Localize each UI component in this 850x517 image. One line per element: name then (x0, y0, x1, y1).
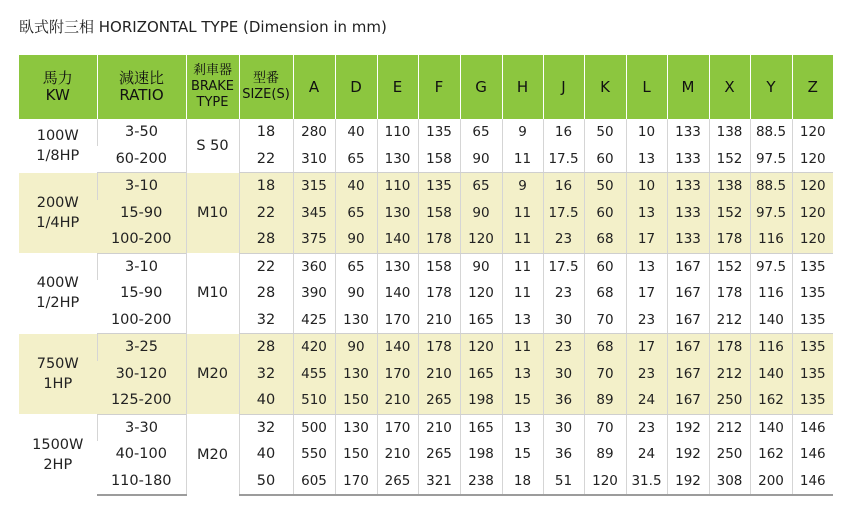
dim-cell: 146 (792, 468, 833, 496)
dim-cell: 17 (626, 334, 667, 361)
power-cell (19, 414, 97, 495)
dim-cell: 17.5 (543, 253, 584, 280)
dim-cell: 68 (584, 226, 626, 253)
dim-cell: 17 (626, 280, 667, 307)
dim-cell: 150 (335, 387, 377, 414)
dim-cell: 40 (335, 173, 377, 200)
dim-cell: 135 (792, 280, 833, 307)
dim-cell: 23 (543, 226, 584, 253)
dim-cell: 11 (502, 334, 543, 361)
dim-cell: 167 (667, 361, 709, 388)
power-label: 2HP (43, 456, 73, 473)
dim-cell: 65 (335, 253, 377, 280)
header-ratio-en: RATIO (119, 86, 164, 104)
dim-cell: 210 (418, 307, 460, 334)
header-dim: X (709, 55, 750, 119)
dim-cell: 212 (709, 361, 750, 388)
dim-cell: 120 (584, 468, 626, 496)
header-size-en: SIZE(S) (242, 87, 290, 102)
dim-cell: 90 (460, 200, 502, 227)
dim-cell: 510 (293, 387, 335, 414)
dim-cell: 210 (377, 387, 418, 414)
dim-cell: 11 (502, 146, 543, 173)
dim-cell: 170 (377, 307, 418, 334)
table-row (19, 307, 833, 334)
dim-cell: 65 (335, 146, 377, 173)
header-dim: A (293, 55, 335, 119)
dim-cell: 152 (709, 200, 750, 227)
header-power-cn: 馬力 (42, 69, 73, 87)
size-cell: 28 (239, 280, 293, 307)
dim-cell: 36 (543, 387, 584, 414)
dim-cell: 170 (377, 414, 418, 441)
header-dim: F (418, 55, 460, 119)
table-row (19, 387, 833, 414)
size-cell: 32 (239, 307, 293, 334)
dim-cell: 11 (502, 280, 543, 307)
power-label: 400W (36, 275, 79, 292)
dim-cell: 23 (543, 280, 584, 307)
dim-cell: 375 (293, 226, 335, 253)
dim-cell: 152 (709, 253, 750, 280)
size-cell: 32 (239, 361, 293, 388)
dim-cell: 90 (335, 226, 377, 253)
dim-cell: 116 (750, 226, 792, 253)
dim-cell: 192 (667, 414, 709, 441)
dim-cell: 130 (377, 146, 418, 173)
dim-cell: 70 (584, 361, 626, 388)
dim-cell: 36 (543, 441, 584, 468)
ratio-cell: 3-25 (97, 334, 186, 361)
dim-cell: 97.5 (750, 200, 792, 227)
dim-cell: 165 (460, 307, 502, 334)
header-brake-en2: TYPE (196, 95, 229, 110)
ratio-cell: 100-200 (97, 307, 186, 334)
table-row (19, 468, 833, 496)
dim-cell: 120 (792, 226, 833, 253)
header-power (19, 55, 97, 119)
ratio-cell: 60-200 (97, 146, 186, 173)
dim-cell: 88.5 (750, 173, 792, 200)
dim-cell: 23 (626, 414, 667, 441)
dim-cell: 133 (667, 226, 709, 253)
header-dim: M (667, 55, 709, 119)
dim-cell: 120 (792, 146, 833, 173)
dim-cell: 425 (293, 307, 335, 334)
dim-cell: 9 (502, 173, 543, 200)
dim-cell: 265 (418, 441, 460, 468)
dim-cell: 135 (792, 307, 833, 334)
dim-cell: 13 (502, 307, 543, 334)
power-cell (19, 173, 97, 254)
dim-cell: 550 (293, 441, 335, 468)
dim-cell: 138 (709, 119, 750, 146)
dim-cell: 178 (418, 334, 460, 361)
dim-cell: 165 (460, 361, 502, 388)
ratio-cell: 3-50 (97, 119, 186, 146)
size-cell: 28 (239, 334, 293, 361)
dim-cell: 135 (792, 253, 833, 280)
dim-cell: 13 (626, 200, 667, 227)
dim-cell: 11 (502, 200, 543, 227)
dim-cell: 65 (460, 173, 502, 200)
dim-cell: 16 (543, 119, 584, 146)
ratio-cell: 3-10 (97, 173, 186, 200)
dim-cell: 170 (335, 468, 377, 496)
power-label: 1/4HP (36, 214, 80, 231)
dim-cell: 90 (335, 280, 377, 307)
dim-cell: 51 (543, 468, 584, 496)
header-dim: E (377, 55, 418, 119)
dim-cell: 16 (543, 173, 584, 200)
dim-cell: 192 (667, 468, 709, 496)
header-ratio-cn: 減速比 (118, 69, 164, 87)
header-dim: D (335, 55, 377, 119)
dim-cell: 158 (418, 146, 460, 173)
dim-cell: 65 (335, 200, 377, 227)
table-row (19, 253, 833, 280)
dim-cell: 135 (418, 173, 460, 200)
header-size (239, 55, 293, 119)
dim-cell: 140 (377, 226, 418, 253)
table-row (19, 414, 833, 441)
dim-cell: 198 (460, 387, 502, 414)
header-ratio (97, 55, 186, 119)
dim-cell: 23 (626, 361, 667, 388)
dim-cell: 68 (584, 280, 626, 307)
dim-cell: 152 (709, 146, 750, 173)
dim-cell: 130 (335, 361, 377, 388)
power-cell (19, 253, 97, 334)
power-cell (19, 119, 97, 173)
dim-cell: 165 (460, 414, 502, 441)
dim-cell: 10 (626, 119, 667, 146)
ratio-cell: 3-30 (97, 414, 186, 441)
table-row (19, 119, 833, 146)
dim-cell: 158 (418, 253, 460, 280)
dim-cell: 167 (667, 334, 709, 361)
size-cell: 32 (239, 414, 293, 441)
dim-cell: 133 (667, 200, 709, 227)
dim-cell: 11 (502, 253, 543, 280)
dim-cell: 130 (377, 200, 418, 227)
dim-cell: 116 (750, 280, 792, 307)
header-dim: L (626, 55, 667, 119)
dim-cell: 97.5 (750, 253, 792, 280)
table-row (19, 334, 833, 361)
ratio-cell: 125-200 (97, 387, 186, 414)
header-brake-en1: BRAKE (190, 79, 235, 94)
dim-cell: 146 (792, 441, 833, 468)
dim-cell: 11 (502, 226, 543, 253)
dim-cell: 13 (626, 146, 667, 173)
dim-cell: 146 (792, 414, 833, 441)
header-brake-cn: 剎車器 (192, 63, 232, 78)
dim-cell: 120 (792, 119, 833, 146)
table-row (19, 361, 833, 388)
header-row (19, 55, 833, 119)
dim-cell: 18 (502, 468, 543, 496)
dim-cell: 110 (377, 119, 418, 146)
dim-cell: 70 (584, 414, 626, 441)
dim-cell: 420 (293, 334, 335, 361)
size-cell: 22 (239, 146, 293, 173)
dim-cell: 212 (709, 307, 750, 334)
dim-cell: 13 (502, 414, 543, 441)
dim-cell: 135 (792, 361, 833, 388)
dim-cell: 120 (460, 334, 502, 361)
power-label: 1HP (43, 375, 73, 392)
ratio-cell: 30-120 (97, 361, 186, 388)
dim-cell: 135 (418, 119, 460, 146)
power-label: 1/8HP (36, 147, 80, 164)
header-dim: Z (792, 55, 833, 119)
ratio-cell: 15-90 (97, 200, 186, 227)
table-row (19, 146, 833, 173)
dim-cell: 110 (377, 173, 418, 200)
dim-cell: 250 (709, 387, 750, 414)
dim-cell: 68 (584, 334, 626, 361)
dim-cell: 140 (750, 414, 792, 441)
header-dim: K (584, 55, 626, 119)
dim-cell: 24 (626, 387, 667, 414)
header-power-en: KW (45, 86, 70, 104)
brake-cell: S 50 (186, 119, 239, 173)
dim-cell: 89 (584, 387, 626, 414)
header-brake (186, 55, 239, 119)
dim-cell: 178 (709, 280, 750, 307)
dim-cell: 17.5 (543, 200, 584, 227)
dim-cell: 97.5 (750, 146, 792, 173)
dim-cell: 170 (377, 361, 418, 388)
dim-cell: 198 (460, 441, 502, 468)
dim-cell: 140 (377, 280, 418, 307)
dim-cell: 178 (418, 280, 460, 307)
dim-cell: 90 (460, 146, 502, 173)
dim-cell: 150 (335, 441, 377, 468)
dim-cell: 308 (709, 468, 750, 496)
dim-cell: 167 (667, 307, 709, 334)
dim-cell: 605 (293, 468, 335, 496)
dim-cell: 192 (667, 441, 709, 468)
dim-cell: 13 (502, 361, 543, 388)
dim-cell: 238 (460, 468, 502, 496)
dim-cell: 120 (460, 226, 502, 253)
dim-cell: 24 (626, 441, 667, 468)
power-label: 1500W (32, 436, 84, 453)
dim-cell: 120 (460, 280, 502, 307)
dim-cell: 9 (502, 119, 543, 146)
dim-cell: 17 (626, 226, 667, 253)
dim-cell: 10 (626, 173, 667, 200)
dim-cell: 133 (667, 119, 709, 146)
dim-cell: 280 (293, 119, 335, 146)
dim-cell: 178 (709, 334, 750, 361)
dim-cell: 265 (377, 468, 418, 496)
dim-cell: 30 (543, 361, 584, 388)
size-cell: 40 (239, 387, 293, 414)
dim-cell: 140 (750, 307, 792, 334)
dim-cell: 360 (293, 253, 335, 280)
size-cell: 40 (239, 441, 293, 468)
dim-cell: 212 (709, 414, 750, 441)
dim-cell: 17.5 (543, 146, 584, 173)
dim-cell: 15 (502, 441, 543, 468)
power-label: 1/2HP (36, 295, 80, 312)
dim-cell: 130 (377, 253, 418, 280)
header-dim: G (460, 55, 502, 119)
power-label: 750W (36, 355, 79, 372)
table-row (19, 173, 833, 200)
ratio-cell: 3-10 (97, 253, 186, 280)
dim-cell: 30 (543, 414, 584, 441)
dim-cell: 120 (792, 200, 833, 227)
dim-cell: 210 (418, 361, 460, 388)
ratio-cell: 40-100 (115, 446, 167, 463)
dim-cell: 250 (709, 441, 750, 468)
dim-cell: 60 (584, 200, 626, 227)
size-cell: 28 (239, 226, 293, 253)
dim-cell: 200 (750, 468, 792, 496)
table-body (19, 119, 833, 495)
header-dim: Y (750, 55, 792, 119)
dim-cell: 178 (709, 226, 750, 253)
power-label: 200W (36, 194, 79, 211)
dim-cell: 500 (293, 414, 335, 441)
dim-cell: 135 (792, 334, 833, 361)
table-row (19, 441, 833, 468)
dim-cell: 130 (335, 307, 377, 334)
dim-cell: 65 (460, 119, 502, 146)
power-label: 100W (36, 127, 79, 144)
dim-cell: 90 (335, 334, 377, 361)
brake-cell: M20 (186, 334, 239, 415)
dim-cell: 60 (584, 253, 626, 280)
dim-cell: 13 (626, 253, 667, 280)
dim-cell: 40 (335, 119, 377, 146)
table-row (19, 226, 833, 253)
size-cell: 22 (239, 253, 293, 280)
size-cell: 50 (239, 468, 293, 496)
brake-cell: M10 (186, 173, 239, 254)
dim-cell: 70 (584, 307, 626, 334)
dim-cell: 167 (667, 253, 709, 280)
dim-cell: 116 (750, 334, 792, 361)
dim-cell: 90 (460, 253, 502, 280)
dim-cell: 60 (584, 146, 626, 173)
dim-cell: 390 (293, 280, 335, 307)
dim-cell: 138 (709, 173, 750, 200)
dim-cell: 50 (584, 119, 626, 146)
dim-cell: 162 (750, 387, 792, 414)
dim-cell: 89 (584, 441, 626, 468)
dimension-table (19, 55, 833, 496)
dim-cell: 167 (667, 387, 709, 414)
power-cell (19, 334, 97, 415)
dim-cell: 321 (418, 468, 460, 496)
size-cell: 18 (239, 119, 293, 146)
dim-cell: 50 (584, 173, 626, 200)
size-cell: 22 (239, 200, 293, 227)
dim-cell: 133 (667, 146, 709, 173)
header-dim: H (502, 55, 543, 119)
brake-cell: M10 (186, 253, 239, 334)
dim-cell: 23 (543, 334, 584, 361)
dim-cell: 15 (502, 387, 543, 414)
size-cell: 18 (239, 173, 293, 200)
dim-cell: 167 (667, 280, 709, 307)
dim-cell: 140 (750, 361, 792, 388)
dim-cell: 265 (418, 387, 460, 414)
header-size-cn: 型番 (252, 71, 279, 86)
dim-cell: 345 (293, 200, 335, 227)
dim-cell: 30 (543, 307, 584, 334)
ratio-cell: 110-180 (97, 468, 186, 496)
table-row (19, 200, 833, 227)
dim-cell: 210 (377, 441, 418, 468)
header-dim: J (543, 55, 584, 119)
ratio-cell: 100-200 (97, 226, 186, 253)
dim-cell: 455 (293, 361, 335, 388)
dim-cell: 140 (377, 334, 418, 361)
dim-cell: 210 (418, 414, 460, 441)
table-caption: 臥式附三相 HORIZONTAL TYPE (Dimension in mm) (19, 18, 387, 36)
dim-cell: 31.5 (626, 468, 667, 496)
ratio-cell: 15-90 (120, 285, 163, 302)
dim-cell: 133 (667, 173, 709, 200)
dim-cell: 120 (792, 173, 833, 200)
dim-cell: 158 (418, 200, 460, 227)
dim-cell: 23 (626, 307, 667, 334)
brake-cell: M20 (186, 414, 239, 495)
dim-cell: 310 (293, 146, 335, 173)
table-row (19, 280, 833, 307)
dim-cell: 178 (418, 226, 460, 253)
dim-cell: 315 (293, 173, 335, 200)
dim-cell: 130 (335, 414, 377, 441)
dim-cell: 162 (750, 441, 792, 468)
dim-cell: 135 (792, 387, 833, 414)
dim-cell: 88.5 (750, 119, 792, 146)
